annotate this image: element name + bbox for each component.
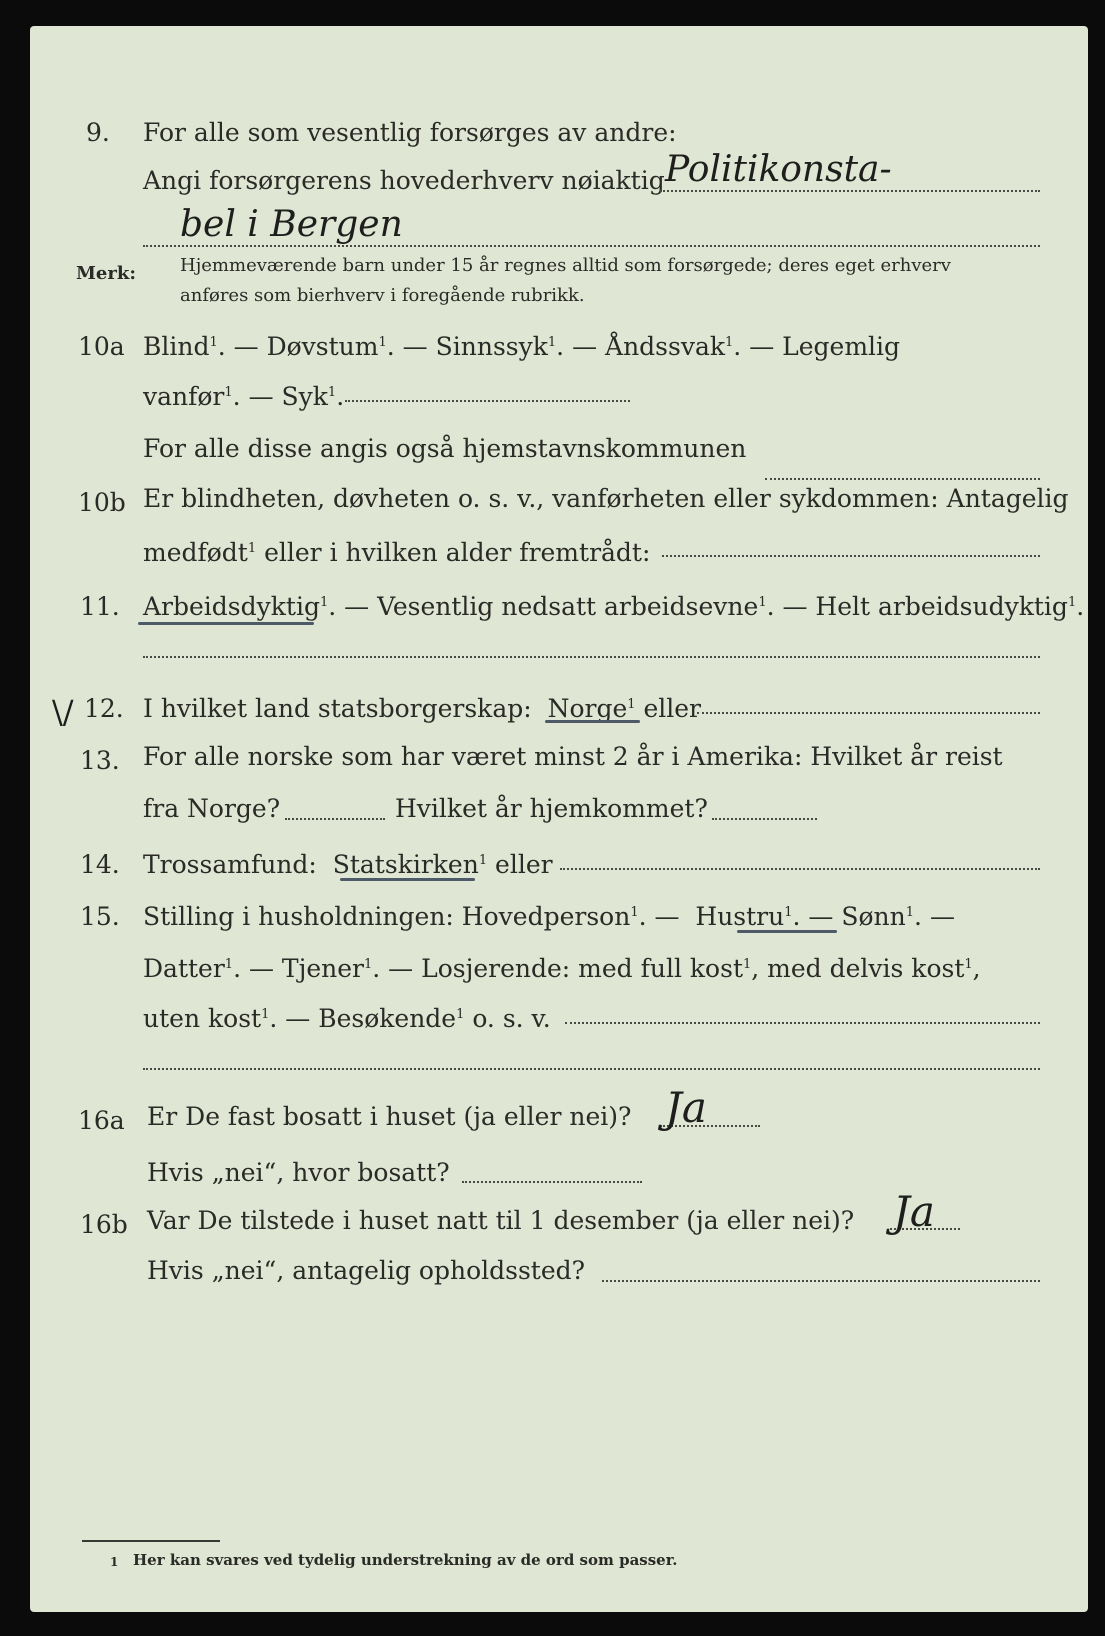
- footnote-rule: [82, 1540, 220, 1542]
- answer-line: [345, 400, 630, 402]
- answer-line: [143, 245, 1040, 247]
- answer-line: [660, 190, 1040, 192]
- answer-line: [143, 1068, 1040, 1070]
- question-11-number: 11.: [80, 592, 120, 621]
- question-16b-number: 16b: [80, 1210, 128, 1239]
- question-13-line1: For alle norske som har været minst 2 år i Amerika: Hvilket år reist: [143, 742, 1003, 771]
- question-9-line1: For alle som vesentlig forsørges av andre:: [143, 118, 677, 147]
- question-13-line2a: fra Norge?: [143, 794, 281, 823]
- answer-line: [285, 818, 385, 820]
- question-15-line3: uten kost$^1$. — Besøkende$^1$ o. s. v.: [143, 1004, 551, 1033]
- question-14-line1: Trossamfund: Statskirken$^1$ eller: [143, 850, 553, 879]
- question-14-number: 14.: [80, 850, 120, 879]
- answer-line: [712, 818, 817, 820]
- question-13-number: 13.: [80, 746, 120, 775]
- answer-line: [697, 712, 1040, 714]
- footnote-mark: 1: [110, 1555, 119, 1569]
- question-16a-line1: Er De fast bosatt i huset (ja eller nei)?: [147, 1102, 632, 1131]
- answer-line: [143, 656, 1040, 658]
- question-10a-line1: Blind$^1$. — Døvstum$^1$. — Sinnssyk$^1$. — Åndssvak$^1$. — Legemlig: [143, 332, 901, 361]
- question-9-line2: Angi forsørgerens hovederhverv nøiaktig: [143, 166, 665, 195]
- answer-line: [565, 1022, 1040, 1024]
- merk-label: Merk:: [76, 263, 136, 284]
- question-16b-line1: Var De tilstede i huset natt til 1 desember (ja eller nei)?: [147, 1206, 855, 1235]
- question-16a-line2: Hvis „nei“, hvor bosatt?: [147, 1158, 450, 1187]
- handwritten-answer-9a: Politikonsta-: [665, 149, 892, 190]
- question-15-number: 15.: [80, 902, 120, 931]
- question-9-number: 9.: [86, 118, 110, 147]
- question-15-line2: Datter$^1$. — Tjener$^1$. — Losjerende: med full kost$^1$, med delvis kost$^1$,: [143, 954, 981, 983]
- question-10b-line2: medfødt$^1$ eller i hvilken alder fremtrådt:: [143, 538, 651, 567]
- question-16b-line2: Hvis „nei“, antagelig opholdssted?: [147, 1256, 586, 1285]
- question-12-number: 12.: [84, 694, 124, 723]
- underline-statskirken: [340, 878, 475, 881]
- underline-norge: [545, 720, 640, 723]
- answer-line: [765, 478, 1040, 480]
- merk-line1: Hjemmeværende barn under 15 år regnes alltid som forsørgede; deres eget erhverv: [180, 255, 951, 276]
- handwritten-answer-9b: bel i Bergen: [180, 204, 403, 245]
- answer-line: [602, 1280, 1040, 1282]
- answer-line: [662, 555, 1040, 557]
- merk-line2: anføres som bierhverv i foregående rubrikk.: [180, 285, 585, 306]
- question-12-line1: I hvilket land statsborgerskap: Norge$^1$ eller: [143, 694, 702, 723]
- question-10a-line2: vanfør$^1$. — Syk$^1$.: [143, 382, 345, 411]
- question-15-line1: Stilling i husholdningen: Hovedperson$^1$. — Hustru$^1$. — Sønn$^1$. —: [143, 902, 955, 931]
- question-10b-number: 10b: [78, 488, 126, 517]
- handwritten-answer-16b: Ja: [893, 1187, 935, 1236]
- answer-line: [462, 1181, 642, 1183]
- question-10a-number: 10a: [78, 332, 125, 361]
- answer-line: [560, 868, 1040, 870]
- question-13-line2b: Hvilket år hjemkommet?: [395, 794, 708, 823]
- footnote-text: Her kan svares ved tydelig understrekning av de ord som passer.: [133, 1551, 678, 1569]
- underline-hustru: [737, 930, 837, 933]
- question-16a-number: 16a: [78, 1106, 125, 1135]
- question-10a-line3: For alle disse angis også hjemstavnskommunen: [143, 434, 747, 463]
- question-10b-line1: Er blindheten, døvheten o. s. v., vanførheten eller sykdommen: Antagelig: [143, 484, 1069, 513]
- question-11-line1: Arbeidsdyktig$^1$. — Vesentlig nedsatt arbeidsevne$^1$. — Helt arbeidsudyktig$^1$.: [143, 592, 1085, 621]
- underline-arbeidsdyktig: [138, 622, 314, 625]
- checkmark-12: \/: [52, 693, 74, 731]
- handwritten-answer-16a: Ja: [665, 1083, 707, 1132]
